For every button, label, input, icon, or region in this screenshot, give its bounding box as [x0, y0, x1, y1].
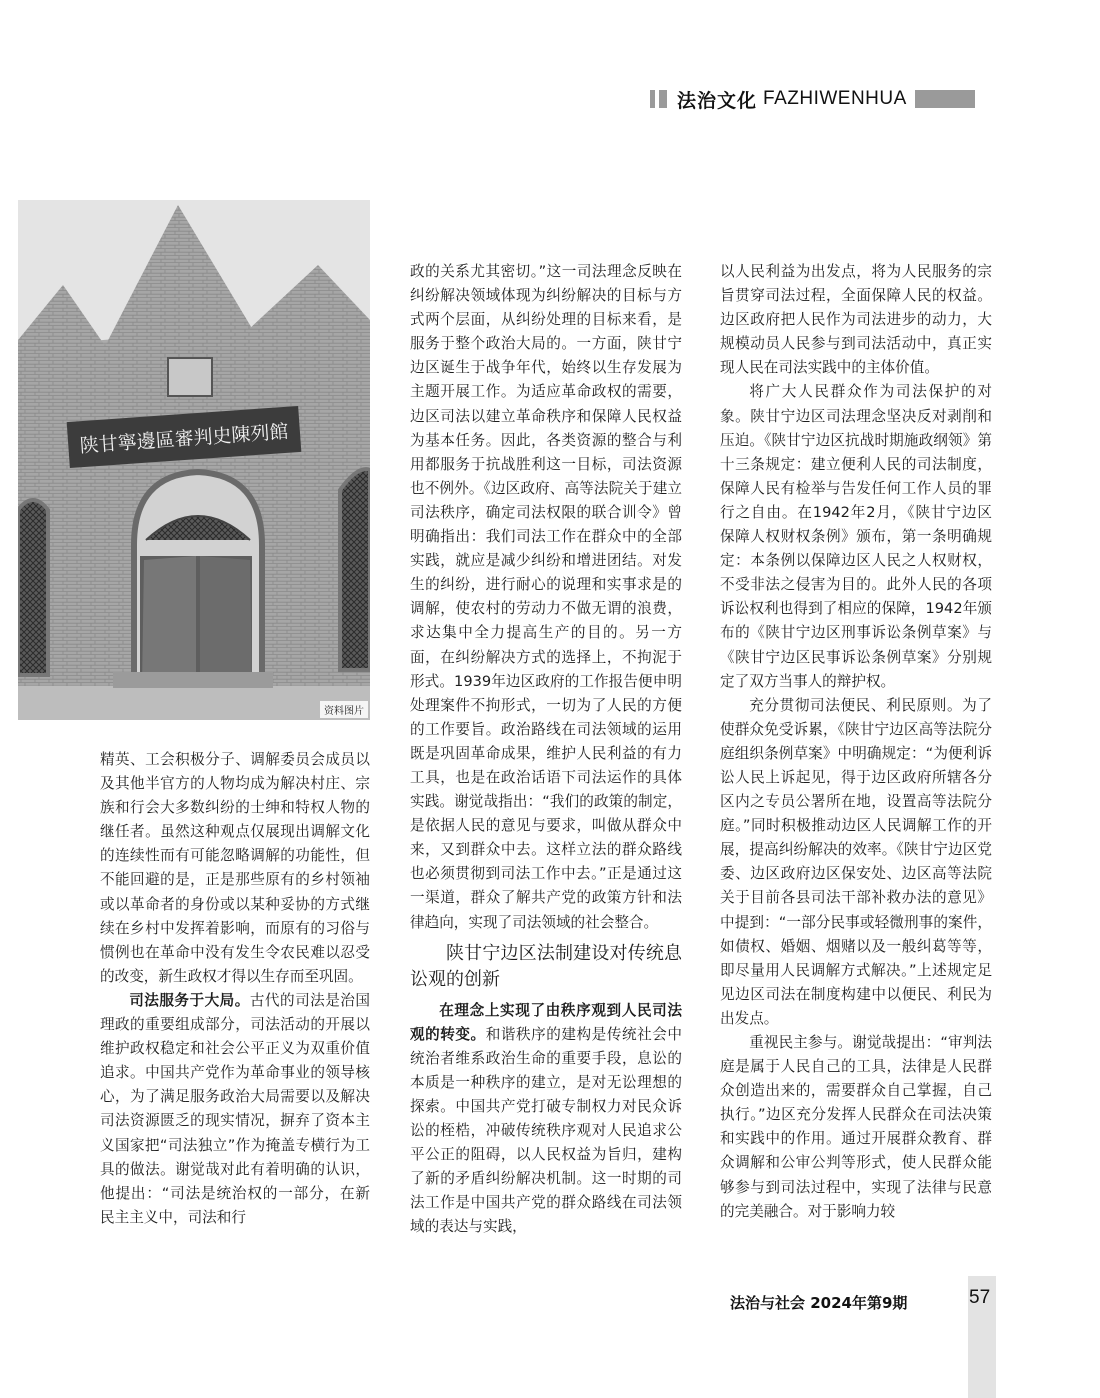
paragraph: 将广大人民群众作为司法保护的对象。陕甘宁边区司法理念坚决反对剥削和压迫。《陕甘宁边区抗战时期施政纲领》第十三条规定：建立便利人民的司法制度，保障人民有检举与告发任何工作人员的罪行之自由。在1942年2月，《陕甘宁边区保障人权财权条例》颁布，第一条明确规定：本条例以保障边区人民之人权财权，不受非法之侵害为目的。此外人民的各项诉讼权利也得到了相应的保障，1942年颁布的《陕甘宁边区刑事诉讼条例草案》与《陕甘宁边区民事诉讼条例草案》分别规定了双方当事人的辩护权。 — [720, 383, 992, 690]
photo-credit: 资料图片 — [320, 701, 368, 718]
header-bar-left-2 — [659, 90, 667, 108]
paragraph: 充分贯彻司法便民、利民原则。为了使群众免受诉累，《陕甘宁边区高等法院分庭组织条例草案》中明确规定：“为便利诉讼人民上诉起见，得于边区政府所辖各分区内之专员公署所在地，设置高等法院分庭。”同时积极推动边区人民调解工作的开展，提高纠纷解决的效率。《陕甘宁边区党委、边区政府边区保安处、边区高等法院关于目前各县司法干部补救办法的意见》中提到：“一部分民事或轻微刑事的案件，如债权、婚姻、烟赌以及一般纠葛等等，即尽量用人民调解方式解决。”上述规定足见边区司法在制度构建中以便民、利民为出发点。 — [720, 696, 992, 1027]
museum-photo — [18, 200, 370, 720]
paragraph-lead: 在理念上实现了由秩序观到人民司法观的转变。 — [410, 1001, 682, 1043]
column-2 — [410, 260, 682, 1240]
museum-sign-text: 陕甘寧邊區審判史陳列館 — [79, 420, 290, 458]
column-1 — [100, 748, 370, 1230]
header-bar-left-1 — [650, 90, 655, 108]
journal-issue: 法治与社会 2024年第9期 — [730, 1294, 908, 1312]
paragraph: 在理念上实现了由秩序观到人民司法观的转变。和谐秩序的建构是传统社会中统治者维系政治生命的重要手段，息讼的本质是一种秩序的建立，是对无讼理想的探索。中国共产党打破专制权力对民众诉讼的桎梏，冲破传统秩序观对人民追求公平公正的阻碍，以人民权益为旨归，建构了新的矛盾纠纷解决机制。这一时期的司法工作是中国共产党的群众路线在司法领域的表达与实践， — [410, 1001, 682, 1236]
page-number: 57 — [969, 1287, 991, 1308]
header-bar-right — [915, 90, 975, 108]
paragraph: 司法服务于大局。古代的司法是治国理政的重要组成部分，司法活动的开展以维护政权稳定和社会公平正义为双重价值追求。中国共产党作为革命事业的领导核心，为了满足服务政治大局需要以及解决司法资源匮乏的现实情况，摒弃了资本主义国家把“司法独立”作为掩盖专横行为工具的做法。谢觉哉对此有着明确的认识，他提出：“司法是统治权的一部分，在新民主主义中，司法和行 — [100, 991, 370, 1226]
section-title-en: FAZHIWENHUA — [763, 88, 907, 109]
column-3 — [720, 260, 992, 1224]
paragraph: 重视民主参与。谢觉哉提出：“审判法庭是属于人民自己的工具，法律是人民群众创造出来的，需要群众自己掌握，自己执行。”边区充分发挥人民群众在司法决策和实践中的作用。通过开展群众教育、群众调解和公审公判等形式，使人民群众能够参与到司法过程中，实现了法律与民意的完美融合。对于影响力较 — [720, 1034, 992, 1220]
paragraph-lead: 司法服务于大局。 — [129, 991, 250, 1009]
paragraph: 以人民利益为出发点，将为人民服务的宗旨贯穿司法过程，全面保障人民的权益。边区政府把人民作为司法进步的动力，大规模动员人民参与到司法活动中，真正实现人民在司法实践中的主体价值。 — [720, 263, 992, 377]
paragraph: 政的关系尤其密切。”这一司法理念反映在纠纷解决领域体现为纠纷解决的目标与方式两个层面，从纠纷处理的目标来看，是服务于整个政治大局的。一方面，陕甘宁边区诞生于战争年代，始终以生存发展为主题开展工作。为适应革命政权的需要，边区司法以建立革命秩序和保障人民权益为基本任务。因此，各类资源的整合与利用都服务于抗战胜利这一目标，司法资源也不例外。《边区政府、高等法院关于建立司法秩序，确定司法权限的联合训令》曾明确指出：我们司法工作在群众中的全部实践，就应是减少纠纷和增进团结。对发生的纠纷，进行耐心的说理和实事求是的调解，使农村的劳动力不做无谓的浪费，求达集中全力提高生产的目的。另一方面，在纠纷解决方式的选择上，不拘泥于形式。1939年边区政府的工作报告便申明处理案件不拘形式，一切为了人民的方便的工作要旨。政治路线在司法领域的运用既是巩固革命成果，维护人民利益的有力工具，也是在政治话语下司法运作的具体实践。谢觉哉指出：“我们的政策的制定，是依据人民的意见与要求，叫做从群众中来，又到群众中去。这样立法的群众路线也必须贯彻到司法工作中去。”正是通过这一渠道，群众了解共产党的政策方针和法律趋向，实现了司法领域的社会整合。 — [410, 263, 682, 931]
section-header — [650, 88, 975, 110]
section-subheading: 陕甘宁边区法制建设对传统息讼观的创新 — [410, 942, 682, 990]
section-title-cn: 法治文化 — [677, 89, 758, 112]
paragraph: 精英、工会积极分子、调解委员会成员以及其他半官方的人物均成为解决村庄、宗族和行会大多数纠纷的士绅和特权人物的继任者。虽然这种观点仅展现出调解文化的连续性而有可能忽略调解的功能性，但不能回避的是，正是那些原有的乡村领袖或以革命者的身份或以某种妥协的方式继续在乡村中发挥着影响，而原有的习俗与惯例也在革命中没有发生令农民难以忍受的改变，新生政权才得以生存而至巩固。 — [100, 751, 370, 985]
